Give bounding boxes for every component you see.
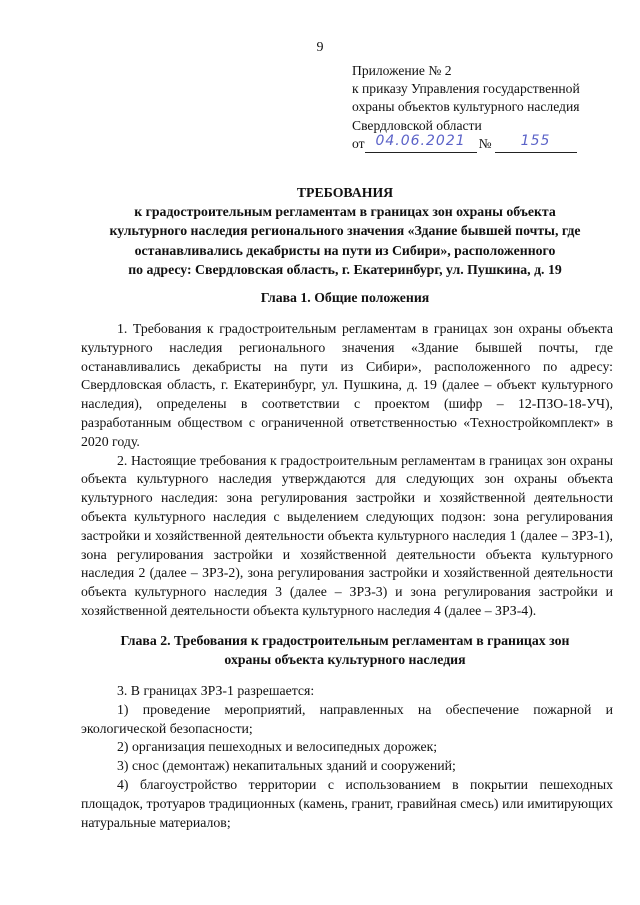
appendix-line: охраны объектов культурного наследия [352, 99, 580, 115]
paragraph: 1. Требования к градостроительным регламентам в границах зон охраны объекта культурного наследия регионального значения «Здание бывшей почты, где останавливались декабристы на пути из Сибири», расположенного по адресу: Свердловская область, г. Екатеринбург, ул. Пушкина, д. 19 (далее – объект культурного наследия), определены в соответствии с проектом (шифр – 12-ПЗО-18-УЧ), разработанным обществом с ограниченной ответственностью «Техностройкомплект» в 2020 году. [81, 321, 613, 449]
page-number: 9 [316, 40, 324, 55]
date-field [365, 135, 477, 153]
order-date-number-row [352, 135, 640, 153]
list-item: 4) благоустройство территории с использованием в покрытии пешеходных площадок, тротуаров традиционных (камень, гранит, гравийная смесь) или имитирующих натуральные материалов; [81, 776, 613, 830]
appendix-header [352, 62, 640, 153]
title-line: культурного наследия регионального значения «Здание бывшей почты, где [109, 223, 581, 239]
chapter2-heading-line: Глава 2. Требования к градостроительным регламентам в границах зон [120, 633, 570, 648]
handwritten-date: 04.06.2021 [375, 133, 466, 150]
date-prefix: от [352, 135, 365, 151]
appendix-line: Приложение № 2 [352, 63, 452, 78]
list-item: 2) организация пешеходных и велосипедных дорожек; [117, 739, 438, 755]
chapter2-heading [60, 631, 630, 669]
list-item: 3) снос (демонтаж) некапитальных зданий и сооружений; [117, 758, 456, 774]
number-field [495, 135, 577, 153]
paragraph: 2. Настоящие требования к градостроительным регламентам в границах зон охраны объекта культурного наследия утверждаются для следующих зон охраны объекта культурного наследия: зона регулирования застройки и хозяйственной деятельности объекта культурного наследия с выделением следующих подзон: зона регулирования застройки и хозяйственной деятельности объекта культурного наследия 1 (далее – ЗРЗ-1), зона регулирования застройки и хозяйственной деятельности объекта культурного наследия 2 (далее – ЗРЗ-2), зона регулирования застройки и хозяйственной деятельности объекта культурного наследия 3 (далее – ЗРЗ-3) и зона регулирования застройки и хозяйственной деятельности объекта культурного наследия 4 (далее – ЗРЗ-4). [81, 452, 613, 618]
chapter1-body [81, 320, 613, 621]
paragraph: 3. В границах ЗРЗ-1 разрешается: [117, 683, 315, 698]
title-line: по адресу: Свердловская область, г. Екатеринбург, ул. Пушкина, д. 19 [128, 261, 562, 277]
handwritten-number: 155 [520, 133, 551, 150]
title-line: к градостроительным регламентам в границах зон охраны объекта [134, 204, 556, 220]
number-sign: № [478, 135, 492, 151]
appendix-line: к приказу Управления государственной [352, 81, 580, 97]
document-title [60, 183, 630, 279]
chapter1-heading: Глава 1. Общие положения [260, 290, 430, 305]
title-line: ТРЕБОВАНИЯ [296, 185, 394, 200]
list-item: 1) проведение мероприятий, направленных на обеспечение пожарной и экологической безопасности; [81, 701, 613, 736]
chapter2-body [81, 682, 613, 832]
chapter2-heading-line: охраны объекта культурного наследия [224, 652, 466, 668]
appendix-line: Свердловской области [352, 117, 482, 133]
title-line: останавливались декабристы на пути из Сибири», расположенного [134, 242, 556, 258]
